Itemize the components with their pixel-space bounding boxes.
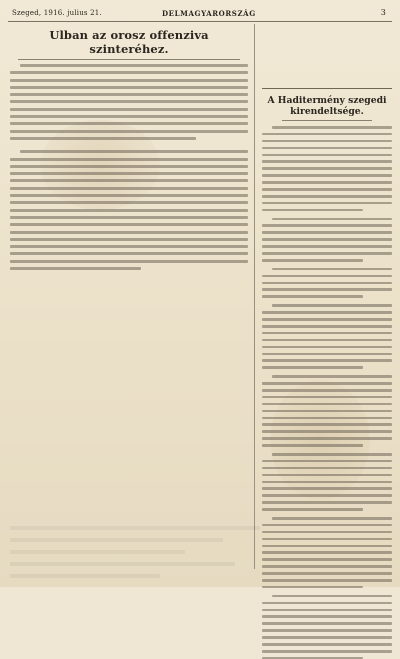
text-line: [262, 295, 363, 298]
text-line: [262, 417, 392, 420]
text-line: [262, 622, 392, 625]
text-line: [10, 245, 248, 248]
text-line: [262, 545, 392, 548]
text-line: [10, 115, 248, 118]
text-line: [272, 268, 392, 271]
column-divider: [254, 24, 255, 569]
text-line: [262, 231, 392, 234]
left-column: [10, 26, 248, 566]
headline-rule: [18, 59, 240, 60]
text-line: [262, 224, 392, 227]
text-line: [262, 154, 392, 157]
text-line: [262, 586, 363, 589]
paper-name: DELMAGYARORSZÁG: [162, 9, 256, 18]
text-line: [10, 238, 248, 241]
text-line: [262, 396, 392, 399]
text-line: [10, 209, 248, 212]
masthead-rule: [8, 21, 392, 22]
text-line: [10, 252, 248, 255]
text-line: [262, 629, 392, 632]
issue-date: Szeged, 1916. julius 21.: [12, 9, 102, 17]
text-line: [10, 100, 248, 103]
text-line: [262, 167, 392, 170]
text-line: [262, 615, 392, 618]
text-line: [262, 195, 392, 198]
text-line: [272, 375, 392, 378]
text-line: [262, 481, 392, 484]
text-line: [262, 160, 392, 163]
text-line: [10, 137, 196, 140]
right-article-body: [262, 126, 392, 659]
text-line: [262, 140, 392, 143]
right-article-top-rule: [262, 88, 392, 89]
text-line: [262, 643, 392, 646]
text-line: [10, 201, 248, 204]
text-line: [262, 133, 392, 136]
text-line: [10, 216, 248, 219]
text-line: [262, 366, 363, 369]
text-line: [262, 602, 392, 605]
text-line: [262, 558, 392, 561]
text-line: [10, 194, 248, 197]
text-line: [262, 538, 392, 541]
text-line: [262, 410, 392, 413]
text-line: [262, 609, 392, 612]
text-line: [262, 508, 363, 511]
text-line: [262, 460, 392, 463]
text-line: [262, 209, 363, 212]
text-line: [10, 130, 248, 133]
text-line: [262, 650, 392, 653]
text-line: [262, 430, 392, 433]
text-line: [272, 126, 392, 129]
text-line: [262, 551, 392, 554]
headline-rule: [282, 120, 372, 121]
text-line: [10, 158, 248, 161]
text-line: [272, 595, 392, 598]
text-line: [262, 382, 392, 385]
text-line: [10, 86, 248, 89]
text-line: [262, 318, 392, 321]
text-line: [262, 325, 392, 328]
text-line: [262, 275, 392, 278]
text-line: [262, 467, 392, 470]
text-line: [10, 79, 248, 82]
text-line: [262, 359, 392, 362]
right-article-headline: A Haditermény szegedi kirendeltsége.: [267, 95, 387, 117]
text-line: [20, 64, 248, 67]
text-line: [262, 288, 392, 291]
left-article-headline: Ulban az orosz offenziva szinteréhez.: [49, 28, 209, 56]
text-line: [262, 501, 392, 504]
text-line: [262, 188, 392, 191]
text-line: [262, 579, 392, 582]
text-line: [262, 423, 392, 426]
text-line: [262, 252, 392, 255]
right-column: [262, 26, 392, 571]
text-line: [262, 444, 363, 447]
text-line: [272, 304, 392, 307]
text-line: [262, 494, 392, 497]
text-line: [262, 181, 392, 184]
page-number: 3: [380, 8, 386, 17]
text-line: [10, 267, 141, 270]
text-line: [10, 71, 248, 74]
text-line: [272, 218, 392, 221]
text-line: [262, 474, 392, 477]
bleed-through-text: [10, 526, 260, 596]
text-line: [262, 353, 392, 356]
text-line: [262, 403, 392, 406]
text-line: [262, 332, 392, 335]
text-line: [262, 238, 392, 241]
text-line: [10, 223, 248, 226]
text-line: [262, 487, 392, 490]
text-line: [262, 389, 392, 392]
text-line: [262, 339, 392, 342]
text-line: [262, 565, 392, 568]
text-line: [262, 202, 392, 205]
text-line: [262, 437, 392, 440]
text-line: [10, 172, 248, 175]
text-line: [262, 282, 392, 285]
text-line: [272, 517, 392, 520]
text-line: [262, 636, 392, 639]
text-line: [10, 108, 248, 111]
text-line: [10, 231, 248, 234]
text-line: [262, 311, 392, 314]
text-line: [262, 147, 392, 150]
text-line: [272, 453, 392, 456]
text-line: [10, 93, 248, 96]
text-line: [262, 524, 392, 527]
left-article-body: [10, 64, 248, 270]
text-line: [262, 531, 392, 534]
text-line: [262, 572, 392, 575]
text-line: [262, 259, 363, 262]
text-line: [262, 346, 392, 349]
text-line: [10, 179, 248, 182]
masthead: [12, 9, 388, 21]
text-line: [10, 187, 248, 190]
text-line: [10, 260, 248, 263]
text-line: [20, 150, 248, 153]
text-line: [10, 122, 248, 125]
text-line: [10, 165, 248, 168]
text-line: [262, 174, 392, 177]
text-line: [262, 245, 392, 248]
